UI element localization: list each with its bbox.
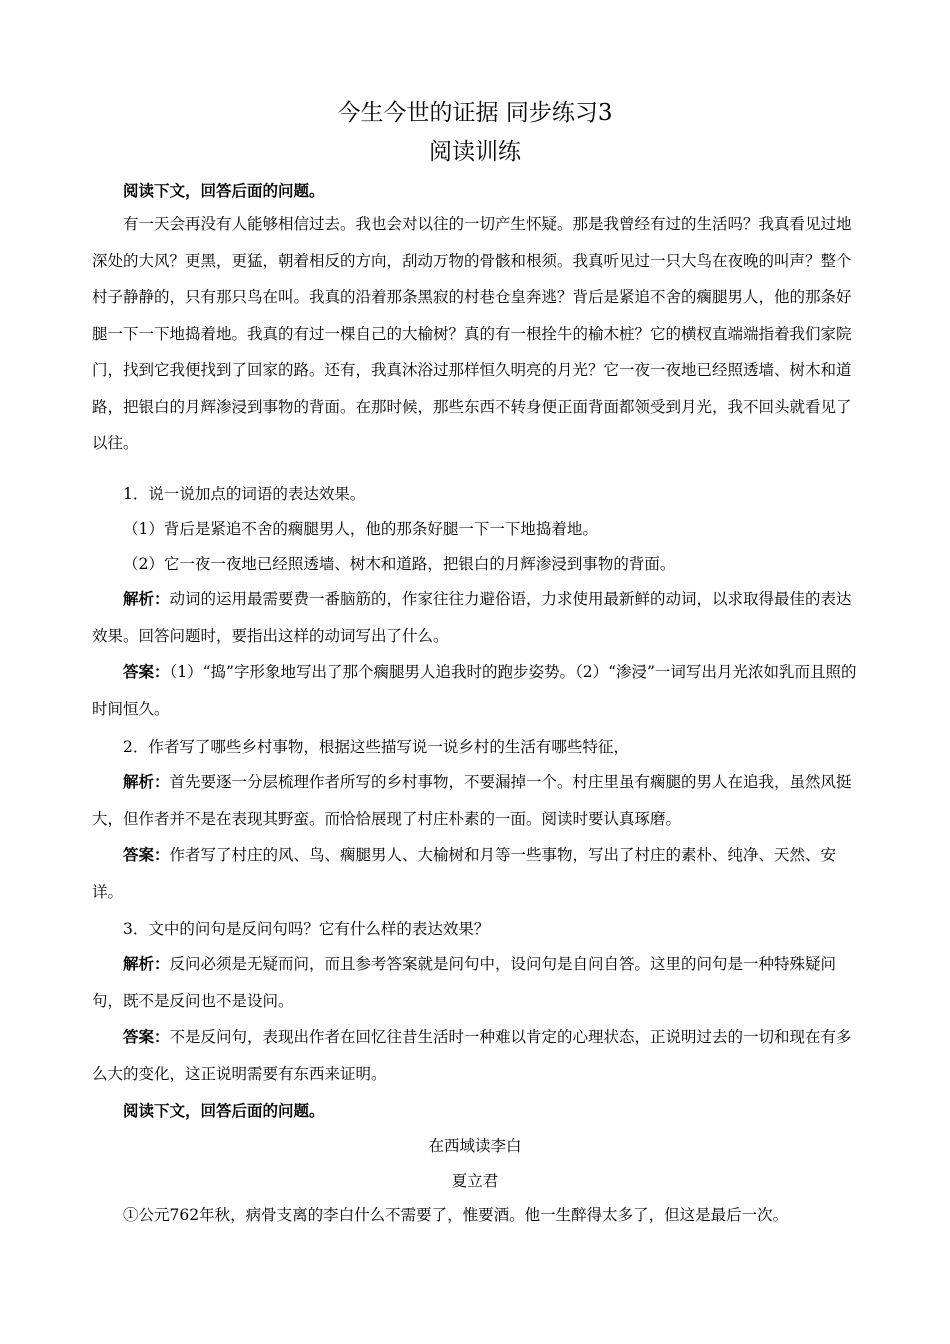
- question-1-item-2: （2）它一夜一夜地已经照透墙、树木和道路，把银白的月辉渗浸到事物的背面。: [123, 555, 676, 573]
- question-3-answer: [92, 1019, 860, 1092]
- question-1: 1．说一说加点的词语的表达效果。: [123, 485, 366, 503]
- analysis-label: 解析：: [123, 772, 170, 791]
- analysis-text: 反问必须是无疑而问，而且参考答案就是问句中，设问句是自问自答。这里的问句是一种特殊疑问句，既不是反问也不是设问。: [92, 955, 837, 1010]
- passage2-author: 夏立君: [451, 1172, 499, 1190]
- question-1-item-1: （1）背后是紧追不舍的瘸腿男人，他的那条好腿一下一下地捣着地。: [123, 520, 598, 538]
- answer-text: （1）“捣”字形象地写出了那个瘸腿男人追我时的跑步姿势。（2）“渗浸”一词写出月光浓如乳而且照的时间恒久。: [92, 663, 857, 718]
- answer-text: 不是反问句，表现出作者在回忆往昔生活时一种难以肯定的心理状态，正说明过去的一切和现在有多么大的变化，这正说明需要有东西来证明。: [92, 1028, 852, 1083]
- analysis-text: 首先要逐一分层梳理作者所写的乡村事物，不要漏掉一个。村庄里虽有瘸腿的男人在追我，虽然风挺大，但作者并不是在表现其野蛮。而恰恰展现了村庄朴素的一面。阅读时要认真琢磨。: [92, 773, 852, 828]
- section2-prompt: 阅读下文，回答后面的问题。: [123, 1101, 325, 1120]
- question-2: 2．作者写了哪些乡村事物，根据这些描写说一说乡村的生活有哪些特征，: [123, 738, 629, 756]
- question-3: 3．文中的问句是反问句吗？它有什么样的表达效果？: [123, 920, 490, 938]
- question-1-analysis: [92, 581, 860, 654]
- passage2-title: 在西域读李白: [428, 1137, 522, 1155]
- analysis-text: 动词的运用最需要费一番脑筋的，作家往往力避俗语，力求使用最新鲜的动词，以求取得最佳的表达效果。回答问题时，要指出这样的动词写出了什么。: [92, 590, 852, 645]
- question-2-answer: [92, 837, 860, 910]
- document-subtitle: 阅读训练: [429, 139, 521, 165]
- answer-text: 作者写了村庄的风、鸟、瘸腿男人、大榆树和月等一些事物，写出了村庄的素朴、纯净、天然、安详。: [92, 846, 837, 901]
- question-3-analysis: [92, 946, 860, 1019]
- passage1: 有一天会再没有人能够相信过去。我也会对以往的一切产生怀疑。那是我曾经有过的生活吗？我真看见过地深处的大风？更黑，更猛，朝着相反的方向，刮动万物的骨骸和根须。我真听见过一只大鸟在夜晚的叫声？整个村子静静的，只有那只鸟在叫。我真的沿着那条黑寂的村巷仓皇奔逃？背后是紧追不舍的瘸腿男人，他的那条好腿一下一下地捣着地。我真的有过一棵自己的大榆树？真的有一根拴牛的榆木桩？它的横杈直端端指着我们家院门，找到它我便找到了回家的路。还有，我真沐浴过那样恒久明亮的月光？它一夜一夜地已经照透墙、树木和道路，把银白的月辉渗浸到事物的背面。在那时候，那些东西不转身便正面背面都领受到月光，我不回头就看见了以往。: [92, 215, 852, 452]
- document-title: 今生今世的证据 同步练习3: [337, 100, 613, 126]
- question-2-analysis: [92, 764, 860, 837]
- analysis-label: 解析：: [123, 589, 170, 608]
- answer-label: 答案：: [123, 845, 170, 864]
- answer-label: 答案：: [123, 662, 170, 681]
- question-1-answer: [92, 654, 860, 727]
- analysis-label: 解析：: [123, 954, 170, 973]
- passage2-paragraph-1: ①公元762年秋，病骨支离的李白什么不需要了，惟要酒。他一生醉得太多了，但这是最后一次。: [123, 1206, 789, 1224]
- answer-label: 答案：: [123, 1027, 170, 1046]
- section1-prompt: 阅读下文，回答后面的问题。: [123, 181, 325, 200]
